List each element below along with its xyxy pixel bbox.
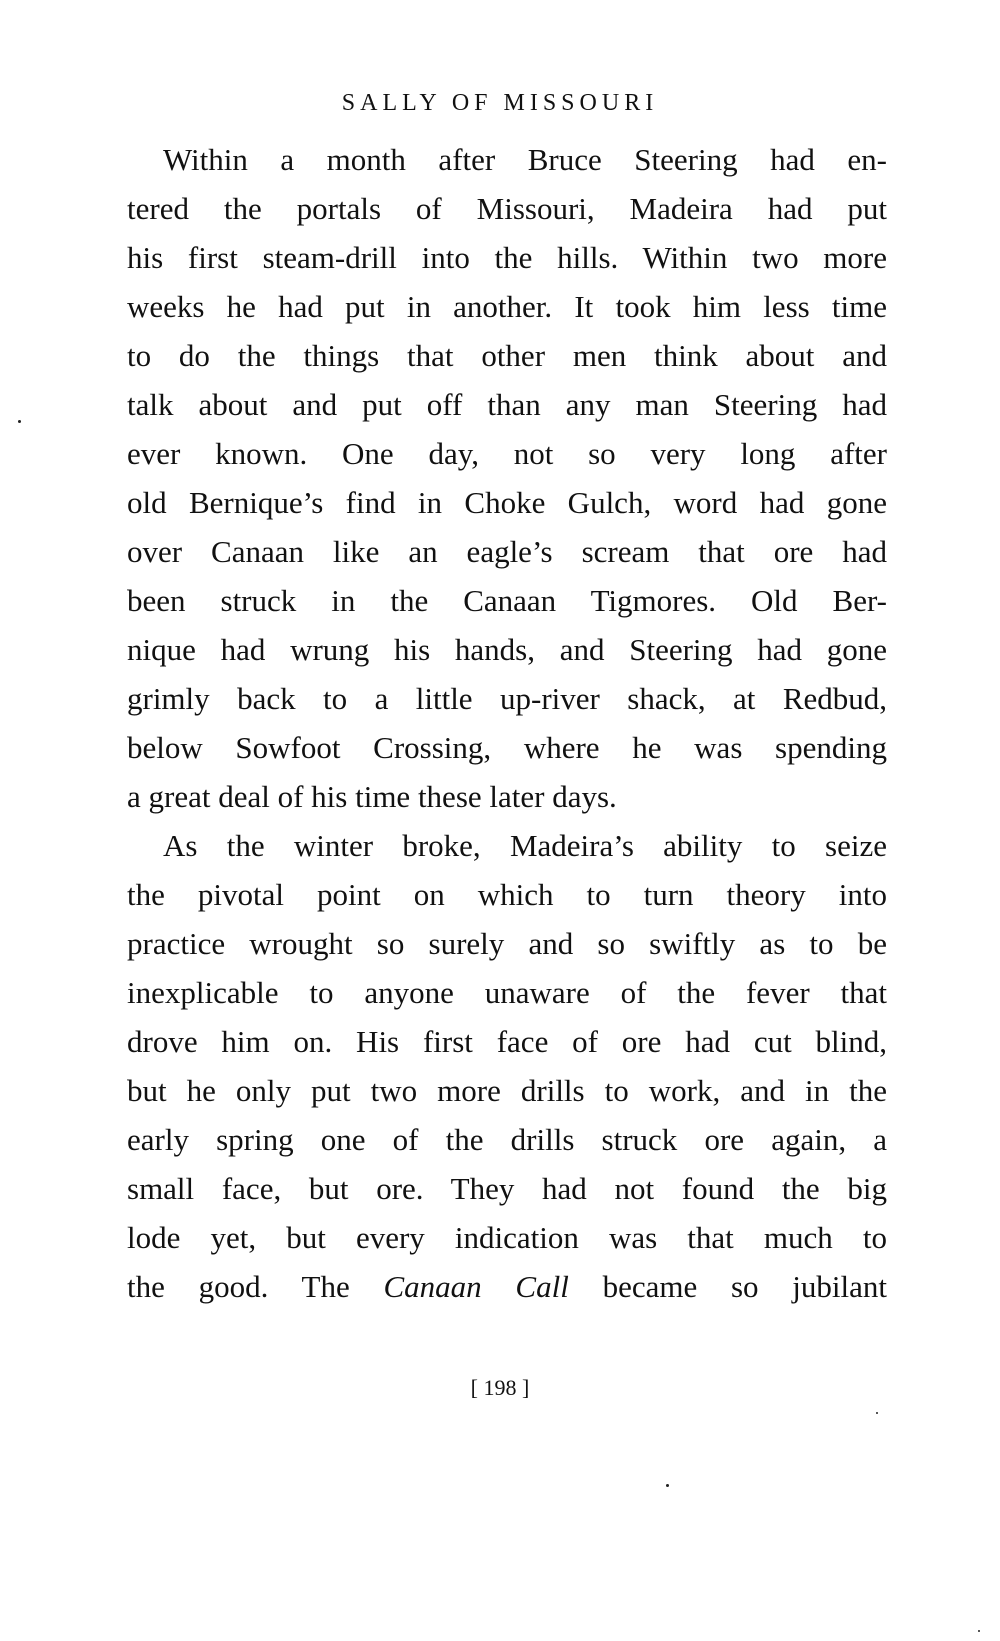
text-run: the good. The (127, 1269, 384, 1304)
text-line: his first steam-drill into the hills. Within two more (127, 240, 887, 275)
newspaper-title: Canaan Call (383, 1269, 569, 1304)
text-line-final (127, 1262, 887, 1312)
text-line: a great deal of his time these later days. (127, 779, 617, 814)
text-line: over Canaan like an eagle’s scream that ore had (127, 534, 887, 569)
text-line: As the winter broke, Madeira’s ability to seize (163, 828, 887, 863)
page-number: [ 198 ] (470, 1375, 530, 1400)
text-line: lode yet, but every indication was that much to (127, 1220, 887, 1255)
scan-speck (18, 420, 21, 423)
text-run: became so jubilant (568, 1269, 887, 1304)
text-line: to do the things that other men think about and (127, 338, 887, 373)
text-line: tered the portals of Missouri, Madeira had put (127, 191, 887, 226)
text-line: the pivotal point on which to turn theory into (127, 877, 887, 912)
text-line: talk about and put off than any man Steering had (127, 387, 887, 422)
text-line: but he only put two more drills to work, and in the (127, 1073, 887, 1108)
text-line: grimly back to a little up-river shack, at Redbud, (127, 681, 887, 716)
text-line: weeks he had put in another. It took him less time (127, 289, 887, 324)
scan-speck (666, 1484, 669, 1487)
text-line: below Sowfoot Crossing, where he was spending (127, 730, 887, 765)
scan-speck (978, 1630, 980, 1632)
text-line: inexplicable to anyone unaware of the fever that (127, 975, 887, 1010)
text-line: Within a month after Bruce Steering had en- (163, 142, 887, 177)
text-line: early spring one of the drills struck ore again, a (127, 1122, 887, 1157)
running-head: SALLY OF MISSOURI (341, 90, 659, 116)
scan-speck (876, 1412, 878, 1414)
text-line: ever known. One day, not so very long after (127, 436, 887, 471)
text-line: been struck in the Canaan Tigmores. Old Ber- (127, 583, 887, 618)
text-line: practice wrought so surely and so swiftly as to be (127, 926, 887, 961)
text-line: drove him on. His first face of ore had cut blind, (127, 1024, 887, 1059)
text-line: small face, but ore. They had not found the big (127, 1171, 887, 1206)
text-line: old Bernique’s find in Choke Gulch, word had gone (127, 485, 887, 520)
text-line: nique had wrung his hands, and Steering had gone (127, 632, 887, 667)
